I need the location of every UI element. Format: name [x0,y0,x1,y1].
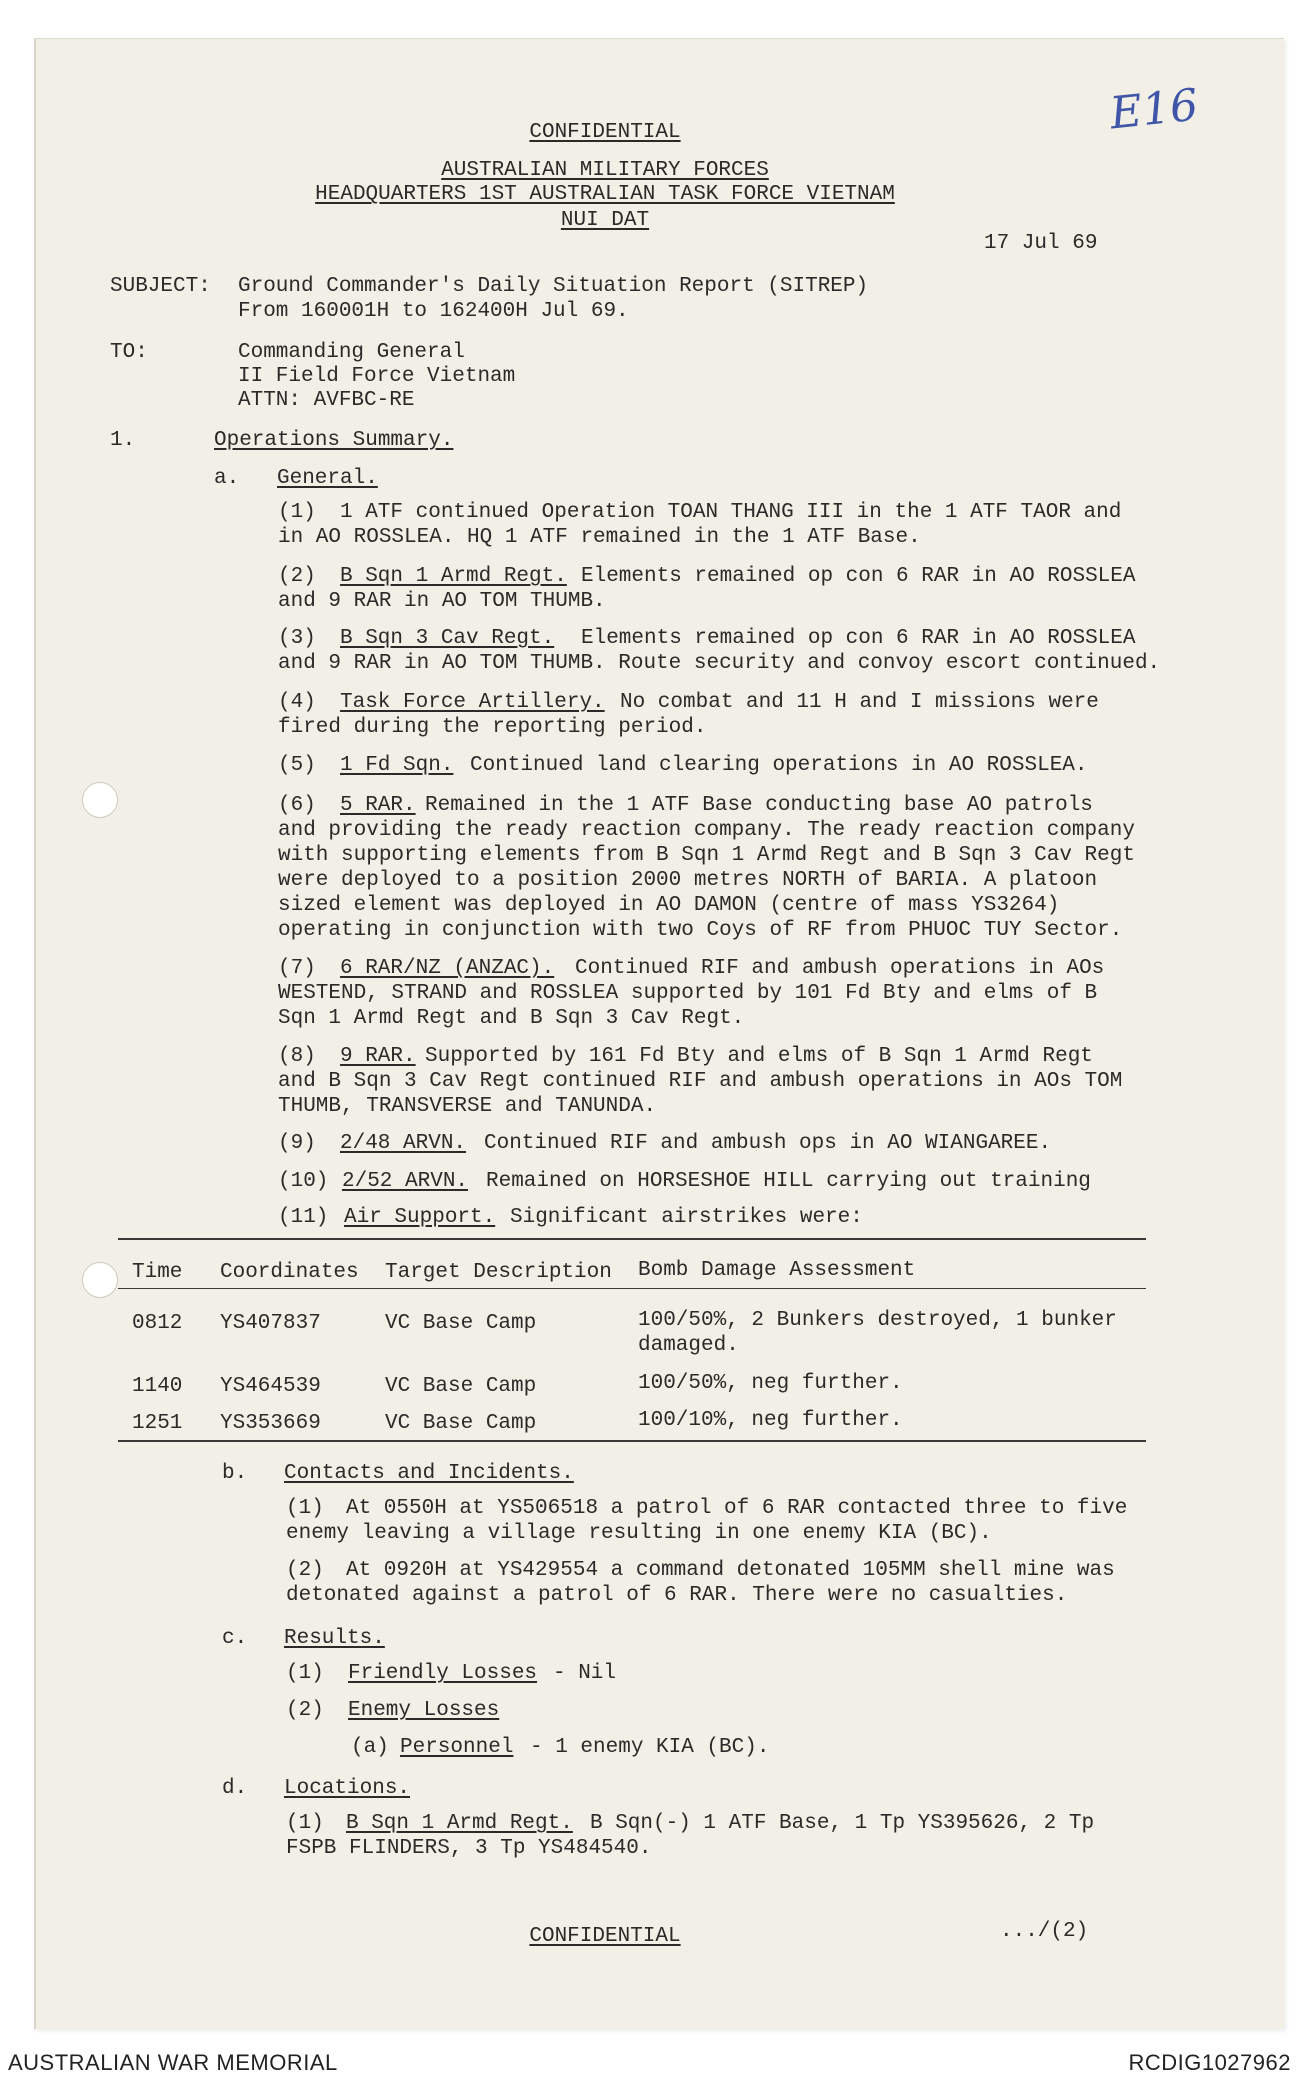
table-cell-target: VC Base Camp [385,1412,537,1435]
para-num: (9) [278,1132,316,1155]
para-line: THUMB, TRANSVERSE and TANUNDA. [278,1095,657,1118]
para-heading: Air Support. [344,1206,496,1229]
subsection-title: Results. [284,1627,385,1650]
para-line: At 0920H at YS429554 a command detonated 105MM shell mine was [346,1559,1115,1582]
para-line: Sqn 1 Armd Regt and B Sqn 3 Cav Regt. [278,1007,745,1030]
para-line: and 9 RAR in AO TOM THUMB. [278,590,606,613]
classification-top: CONFIDENTIAL [529,121,681,144]
para-num: (1) [286,1812,324,1835]
para-line: B Sqn(-) 1 ATF Base, 1 Tp YS395626, 2 Tp [590,1812,1095,1835]
institution-label: AUSTRALIAN WAR MEMORIAL [8,2050,338,2075]
para-line: At 0550H at YS506518 a patrol of 6 RAR contacted three to five [346,1497,1128,1520]
para-line: in AO ROSSLEA. HQ 1 ATF remained in the 1 ATF Base. [278,526,921,549]
punch-hole [82,782,118,818]
para-heading: B Sqn 1 Armd Regt. [346,1812,573,1835]
para-line: Remained in the 1 ATF Base conducting base AO patrols [425,794,1093,817]
para-line: detonated against a patrol of 6 RAR. There were no casualties. [286,1584,1068,1607]
table-cell-time: 1140 [132,1375,183,1398]
para-num: (a) [351,1736,389,1759]
para-line: Continued land clearing operations in AO ROSSLEA. [470,754,1088,777]
location-title: NUI DAT [560,209,650,232]
para-line: operating in conjunction with two Coys of RF from PHUOC TUY Sector. [278,919,1123,942]
table-cell-target: VC Base Camp [385,1312,537,1335]
subject-line: From 160001H to 162400H Jul 69. [238,300,629,323]
table-cell-bda: 100/50%, 2 Bunkers destroyed, 1 bunker [638,1309,1117,1332]
table-header: Time [132,1261,183,1284]
para-heading: Task Force Artillery. [340,691,605,714]
forces-title: AUSTRALIAN MILITARY FORCES [441,159,769,182]
subsection-title: General. [277,467,378,490]
para-num: (6) [278,794,316,817]
to-label: TO: [110,341,148,364]
para-line: Supported by 161 Fd Bty and elms of B Sqn 1 Armd Regt [425,1045,1093,1068]
para-line: Continued RIF and ambush operations in AOs [575,957,1105,980]
para-heading: 1 Fd Sqn. [340,754,454,777]
classification-bottom: CONFIDENTIAL [529,1925,681,1948]
table-cell-coord: YS353669 [220,1412,321,1435]
para-line: Elements remained op con 6 RAR in AO ROSSLEA [581,627,1136,650]
para-line: and providing the ready reaction company. The ready reaction company [278,819,1135,842]
para-num: (10) [278,1170,329,1193]
table-cell-bda: 100/10%, neg further. [638,1409,903,1432]
table-cell-coord: YS464539 [220,1375,321,1398]
para-line: and B Sqn 3 Cav Regt continued RIF and ambush operations in AOs TOM [278,1070,1123,1093]
para-line: fired during the reporting period. [278,716,707,739]
para-line: 1 ATF continued Operation TOAN THANG III in the 1 ATF TAOR and [340,501,1122,524]
section-title: Operations Summary. [214,429,454,452]
section-number: 1. [110,429,136,452]
table-rule-bottom [118,1440,1146,1442]
table-cell-bda: 100/50%, neg further. [638,1372,903,1395]
para-line: - Nil [553,1662,617,1685]
addressee-line: ATTN: AVFBC-RE [238,389,415,412]
para-num: (2) [286,1699,324,1722]
table-cell-bda: damaged. [638,1334,739,1357]
archive-stamp: E16 [1107,79,1201,140]
subsection-letter: d. [222,1777,248,1800]
table-header: Bomb Damage Assessment [638,1259,916,1282]
para-line: WESTEND, STRAND and ROSSLEA supported by 101 Fd Bty and elms of B [278,982,1098,1005]
addressee-line: II Field Force Vietnam [238,365,516,388]
para-line: with supporting elements from B Sqn 1 Armd Regt and B Sqn 3 Cav Regt [278,844,1135,867]
table-cell-target: VC Base Camp [385,1375,537,1398]
para-num: (1) [286,1662,324,1685]
para-heading: B Sqn 3 Cav Regt. [340,627,555,650]
table-cell-time: 0812 [132,1312,183,1335]
table-cell-coord: YS407837 [220,1312,321,1335]
punch-hole [82,1262,118,1298]
table-header: Coordinates [220,1261,359,1284]
subsection-letter: a. [214,467,240,490]
para-heading: 2/48 ARVN. [340,1132,467,1155]
para-heading: Friendly Losses [348,1662,538,1685]
page-continuation: .../(2) [1000,1920,1089,1943]
table-header: Target Description [385,1261,612,1284]
subject-label: SUBJECT: [110,275,211,298]
para-line: Significant airstrikes were: [510,1206,863,1229]
subsection-title: Contacts and Incidents. [284,1462,574,1485]
table-cell-time: 1251 [132,1412,183,1435]
para-heading: 5 RAR. [340,794,416,817]
para-num: (11) [278,1206,329,1229]
para-heading: Enemy Losses [348,1699,500,1722]
para-line: sized element was deployed in AO DAMON (centre of mass YS3264) [278,894,1060,917]
para-heading: Personnel [400,1736,514,1759]
para-line: Elements remained op con 6 RAR in AO ROSSLEA [581,565,1136,588]
table-rule-header [118,1288,1146,1289]
para-line: enemy leaving a village resulting in one enemy KIA (BC). [286,1522,992,1545]
para-num: (7) [278,957,316,980]
report-date: 17 Jul 69 [984,232,1098,255]
para-line: Remained on HORSESHOE HILL carrying out training [486,1170,1091,1193]
para-heading: 9 RAR. [340,1045,416,1068]
archive-id: RCDIG1027962 [1128,2050,1291,2075]
para-num: (1) [286,1497,324,1520]
archive-footer [0,2040,1303,2082]
subsection-letter: b. [222,1462,248,1485]
subsection-title: Locations. [284,1777,411,1800]
table-rule-top [118,1238,1146,1240]
para-line: and 9 RAR in AO TOM THUMB. Route security and convoy escort continued. [278,652,1161,675]
para-heading: 6 RAR/NZ (ANZAC). [340,957,555,980]
document-page [34,38,1284,2029]
para-heading: 2/52 ARVN. [342,1170,469,1193]
para-num: (1) [278,501,316,524]
para-num: (2) [286,1559,324,1582]
para-line: FSPB FLINDERS, 3 Tp YS484540. [286,1837,652,1860]
subject-line: Ground Commander's Daily Situation Report (SITREP) [238,275,869,298]
para-num: (4) [278,691,316,714]
para-line: were deployed to a position 2000 metres NORTH of BARIA. A platoon [278,869,1098,892]
para-num: (5) [278,754,316,777]
hq-title: HEADQUARTERS 1ST AUSTRALIAN TASK FORCE VIETNAM [315,183,895,206]
para-heading: B Sqn 1 Armd Regt. [340,565,567,588]
addressee-line: Commanding General [238,341,465,364]
para-num: (2) [278,565,316,588]
para-line: No combat and 11 H and I missions were [620,691,1099,714]
para-line: Continued RIF and ambush ops in AO WIANGAREE. [484,1132,1052,1155]
para-num: (8) [278,1045,316,1068]
subsection-letter: c. [222,1627,248,1650]
para-num: (3) [278,627,316,650]
para-line: - 1 enemy KIA (BC). [530,1736,770,1759]
